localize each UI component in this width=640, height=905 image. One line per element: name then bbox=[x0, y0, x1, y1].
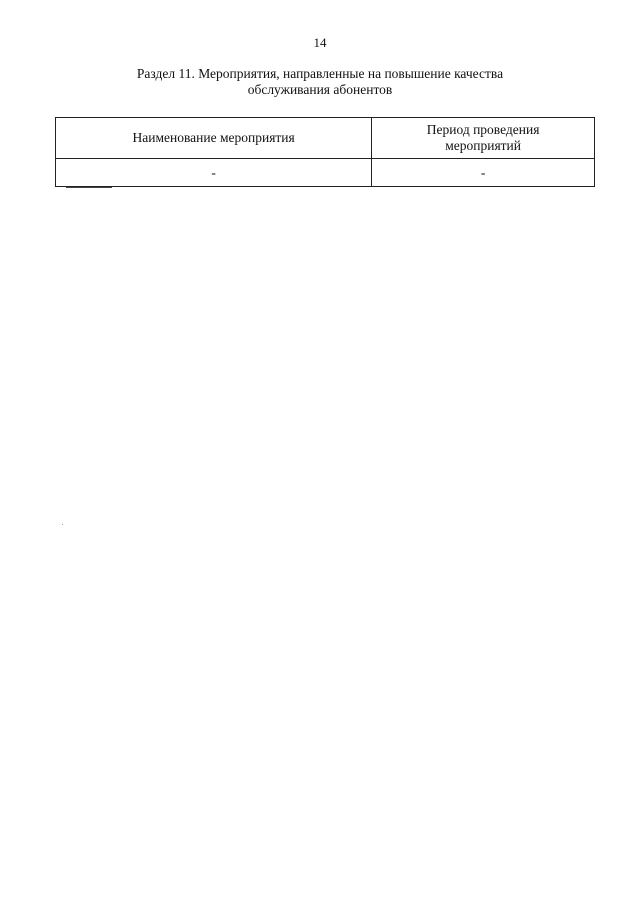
header-event-period-line-2: мероприятий bbox=[445, 138, 522, 153]
header-event-period-line-1: Период проведения bbox=[426, 122, 540, 137]
table-header-row bbox=[56, 118, 595, 159]
page-number: 14 bbox=[313, 35, 327, 50]
header-event-name: Наименование мероприятия bbox=[56, 118, 372, 159]
table-row bbox=[56, 159, 595, 187]
section-title-line-1: Раздел 11. Мероприятия, направленные на повышение качества bbox=[136, 66, 504, 81]
cell-event-period: - bbox=[372, 159, 595, 187]
cell-event-name: - bbox=[56, 159, 372, 187]
section-title bbox=[90, 66, 550, 98]
scan-artifact-speck bbox=[62, 524, 63, 525]
events-table bbox=[55, 117, 595, 187]
header-event-period bbox=[372, 118, 595, 159]
scan-artifact-line bbox=[66, 187, 112, 188]
section-title-line-2: обслуживания абонентов bbox=[247, 82, 393, 97]
